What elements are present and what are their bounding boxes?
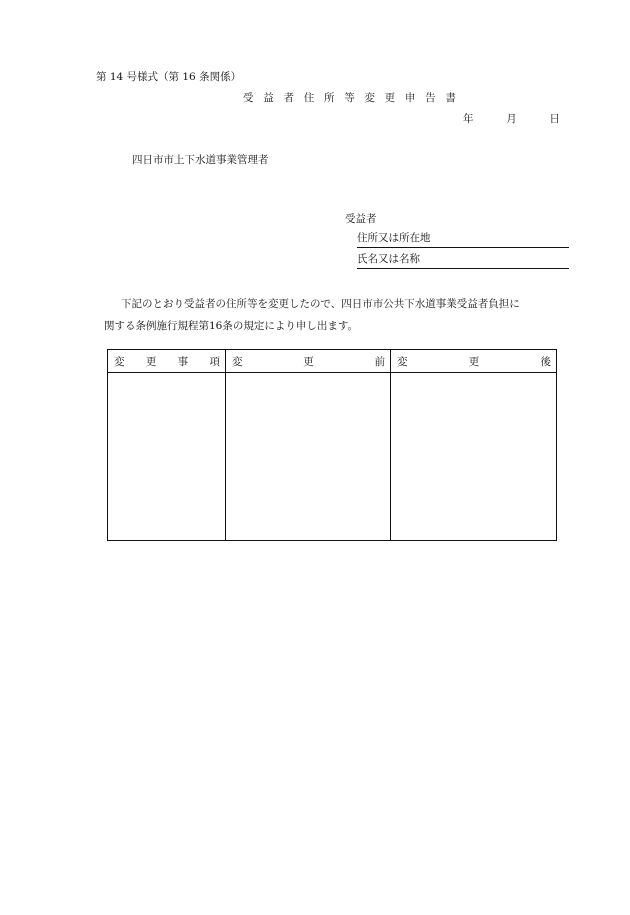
change-item-cell[interactable] <box>108 373 226 541</box>
addressee: 四日市市上下水道事業管理者 <box>132 154 269 166</box>
body-paragraph <box>104 293 584 337</box>
header-change-item <box>108 350 226 373</box>
name-field[interactable] <box>357 254 569 269</box>
header-char: 後 <box>540 355 551 368</box>
header-char: 変 <box>232 355 243 368</box>
header-after-change <box>391 350 557 373</box>
date-row <box>463 114 560 125</box>
header-before-change <box>226 350 391 373</box>
date-month-label: 月 <box>506 113 517 125</box>
date-day-label: 日 <box>549 113 560 125</box>
applicant-label: 受益者 <box>345 213 377 225</box>
header-char: 前 <box>374 355 385 368</box>
header-char: 更 <box>303 355 314 368</box>
document-title: 受 益 者 住 所 等 変 更 申 告 書 <box>243 92 460 104</box>
header-char: 変 <box>114 355 125 368</box>
date-year-label: 年 <box>463 113 474 125</box>
body-line-1: 下記のとおり受益者の住所等を変更したので、四日市市公共下水道事業受益者負担に <box>121 298 520 310</box>
table-header-row <box>108 350 557 373</box>
header-char: 更 <box>145 355 157 368</box>
address-field-label: 住所又は所在地 <box>357 232 431 244</box>
name-field-label: 氏名又は名称 <box>357 253 420 265</box>
before-change-cell[interactable] <box>226 373 391 541</box>
header-char: 更 <box>468 355 480 368</box>
table-row <box>108 373 557 541</box>
address-field[interactable] <box>357 233 569 248</box>
body-line-2: 関する条例施行規程第16条の規定により申し出ます。 <box>104 320 359 332</box>
header-char: 変 <box>397 355 408 368</box>
header-char: 項 <box>209 355 220 368</box>
change-table <box>107 349 557 541</box>
form-number: 第 14 号様式（第 16 条関係） <box>96 71 242 83</box>
after-change-cell[interactable] <box>391 373 557 541</box>
header-char: 事 <box>177 355 189 368</box>
